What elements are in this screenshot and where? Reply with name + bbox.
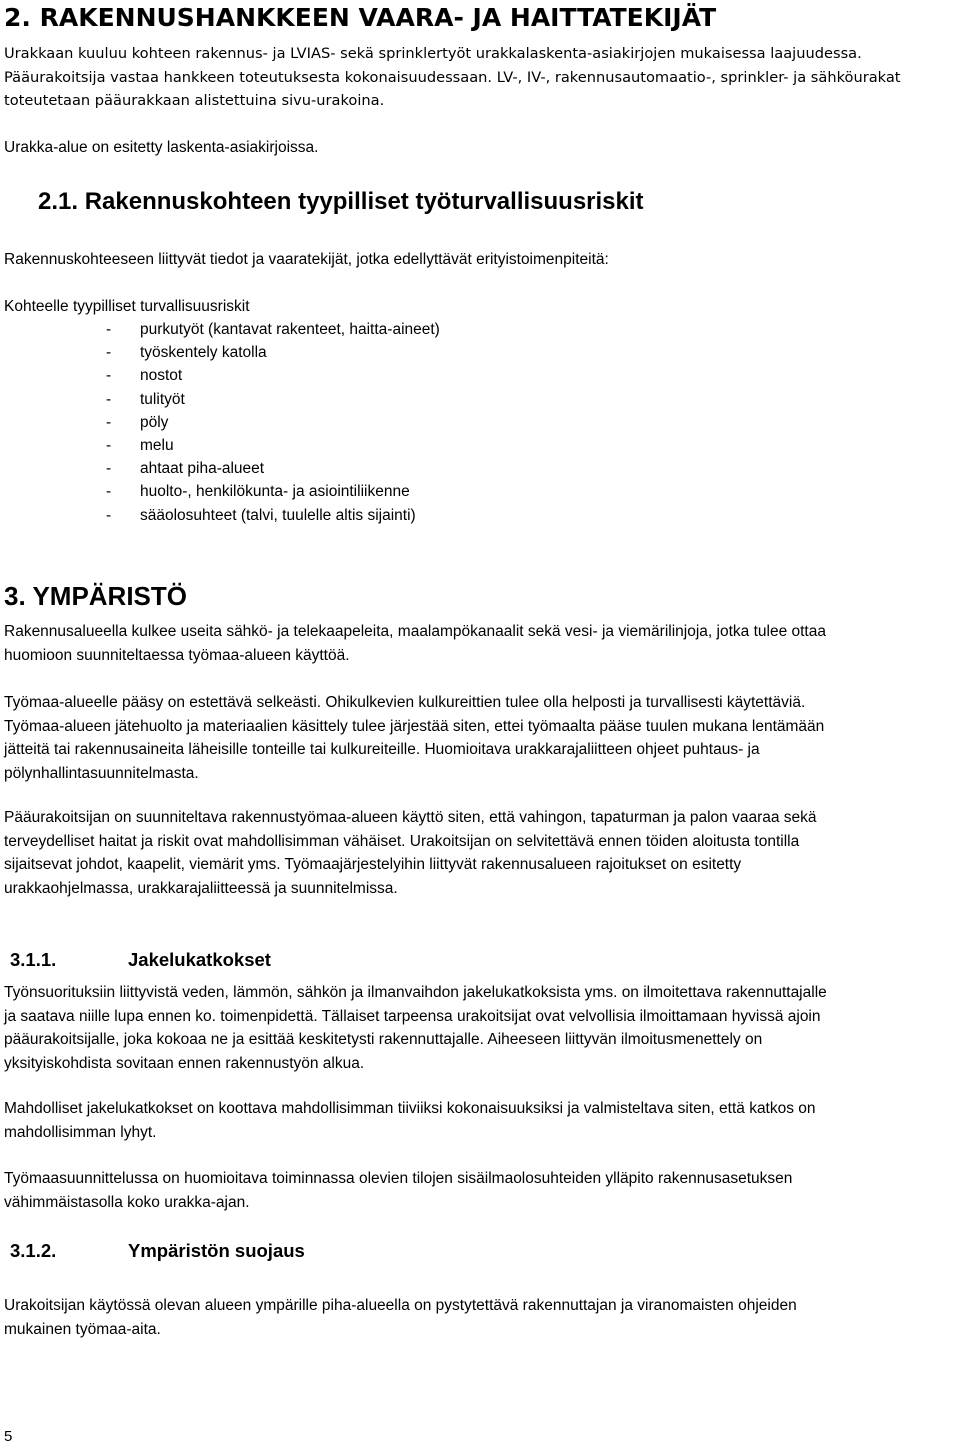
list-item: - pöly <box>4 411 950 434</box>
section-3-paragraph-2: Työmaa-alueelle pääsy on estettävä selkeästi. Ohikulkevien kulkureittien tulee olla helposti ja turvallisesti käytettäviä. Työmaa-alueen jätehuolto ja materiaalien käsittely tulee järjestää siten, ettei työmaalta pääse tuulen mukana lentämään jätteitä tai rakennusaineita läheisille tonteille tai kulkureiteille. Huomioitava urakkarajaliitteen ohjeet puhtaus- ja pölynhallintasuunnitelmasta. <box>4 694 825 782</box>
section-3-1-1-paragraph-1: Työnsuorituksiin liittyvistä veden, lämmön, sähkön ja ilmanvaihdon jakelukatkoksista yms. on ilmoitettava rakennuttajalle ja saatava niille lupa ennen ko. toimenpidettä. Tällaiset tarpeensa urakoitsijat ovat velvollisia ilmoittamaan hyvissä ajoin pääurakoitsijalle, joka kokoaa ne ja esittää keskitetysti rakennuttajalle. Aiheeseen liittyvän ilmoitusmenettely on yksityiskohdista sovitaan ennen rakennustyön alkua. <box>4 984 827 1072</box>
section-3-1-2-paragraph-1: Urakoitsijan käytössä olevan alueen ympärille piha-alueella on pystytettävä rakennuttajan ja viranomaisten ohjeiden mukainen työmaa-aita. <box>4 1297 797 1338</box>
section-3-heading: 3. YMPÄRISTÖ <box>4 581 188 611</box>
section-3-1-2-heading <box>10 1238 950 1264</box>
list-item: - tulityöt <box>4 388 950 411</box>
list-item: - purkutyöt (kantavat rakenteet, haitta-aineet) <box>4 318 950 341</box>
section-2-1-heading: 2.1. Rakennuskohteen tyypilliset työturvallisuusriskit <box>38 188 644 215</box>
section-title: Ympäristön suojaus <box>128 1240 305 1261</box>
list-item: - nostot <box>4 364 950 387</box>
list-item: - melu <box>4 434 950 457</box>
section-3-paragraph-1: Rakennusalueella kulkee useita sähkö- ja telekaapeleita, maalampökanaalit sekä vesi- ja viemärilinjoja, jotka tulee ottaa huomioon suunniteltaessa työmaa-alueen käyttöä. <box>4 623 826 664</box>
section-3-paragraph-3: Pääurakoitsijan on suunniteltava rakennustyömaa-alueen käyttö siten, että vahingon, tapaturman ja palon vaaraa sekä terveydelliset haitat ja riskit ovat mahdollisimman vähäiset. Urakoitsijan on selvitettävä ennen töiden aloitusta tontilla sijaitsevat johdot, kaapelit, viemärit yms. Työmaajärjestelyihin liittyvät rakennusalueen rajoitukset on esitetty urakkaohjelmassa, urakkarajaliitteessä ja suunnitelmissa. <box>4 809 817 897</box>
section-2-heading: 2. RAKENNUSHANKKEEN VAARA- JA HAITTATEKIJÄT <box>4 3 717 32</box>
risk-list <box>4 318 950 527</box>
list-item: - työskentely katolla <box>4 341 950 364</box>
page-number: 5 <box>4 1428 13 1445</box>
section-2-paragraph-1: Urakkaan kuuluu kohteen rakennus- ja LVIAS- sekä sprinklertyöt urakkalaskenta-asiakirjojen mukaisessa laajuudessa. Pääurakoitsija vastaa hankkeen toteutuksesta kokonaisuudessaan. LV-, IV-, rakennusautomaatio-, sprinkler- ja sähköurakat toteutetaan pääurakkaan alistettuina sivu-urakoina. <box>4 45 901 109</box>
list-item: - sääolosuhteet (talvi, tuulelle altis sijainti) <box>4 504 950 527</box>
section-number: 3.1.2. <box>10 1240 57 1261</box>
section-3-1-1-paragraph-2: Mahdolliset jakelukatkokset on koottava mahdollisimman tiiviiksi kokonaisuuksiksi ja valmisteltava siten, että katkos on mahdollisimman lyhyt. <box>4 1100 816 1141</box>
section-title: Jakelukatkokset <box>128 949 271 970</box>
section-3-1-1-paragraph-3: Työmaasuunnittelussa on huomioitava toiminnassa olevien tilojen sisäilmaolosuhteiden ylläpito rakennusasetuksen vähimmäistasolla koko urakka-ajan. <box>4 1170 793 1211</box>
section-3-1-1-heading <box>10 947 950 973</box>
risk-list-heading: Kohteelle tyypilliset turvallisuusriskit <box>4 298 250 315</box>
section-2-1-intro: Rakennuskohteeseen liittyvät tiedot ja vaaratekijät, jotka edellyttävät erityistoimenpiteitä: <box>4 251 609 268</box>
list-item: - huolto-, henkilökunta- ja asiointiliikenne <box>4 480 950 503</box>
section-2-paragraph-2: Urakka-alue on esitetty laskenta-asiakirjoissa. <box>4 139 319 156</box>
list-item: - ahtaat piha-alueet <box>4 457 950 480</box>
section-number: 3.1.1. <box>10 949 57 970</box>
